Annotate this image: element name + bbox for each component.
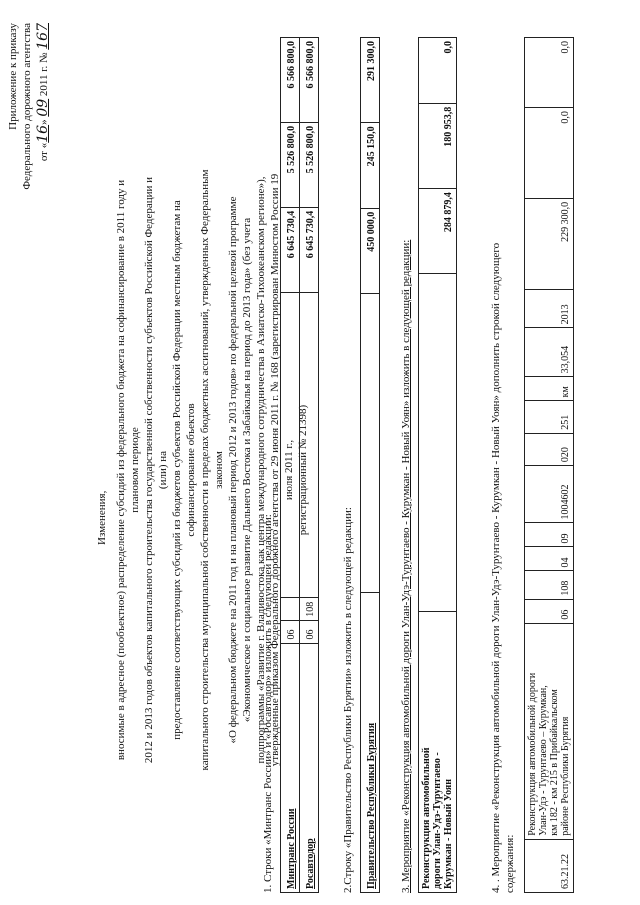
value-2012: 5 526 800,0 [300,122,319,207]
name-line: Реконструкция автомобильной дороги [527,672,538,836]
name-line: Курумкан - Новый Уоян [443,778,454,889]
value-2013: 0,0 [525,38,574,108]
intro-line: подпрограммы «Развитие г. Владивостока как центра международного сотрудничества в Азиатско-Тихоокеанском регионе»), [255,176,267,764]
value-2012: 0,0 [525,108,574,199]
cell-code: 06 [300,620,319,643]
name-line: км 182 - км 215 в Прибайкальском [549,689,560,836]
cell-length: 33,054 [525,328,574,377]
value-2011: 6 645 730,4 [300,207,319,292]
date-day-handwritten: 16 [35,124,51,143]
approval-line-1: Приложение к приказу [7,23,19,130]
table-row [281,38,300,893]
cell-unit: км [525,377,574,401]
cell-year: 2013 [525,289,574,328]
name-line: Улан-Удэ - Турунтаево – Курумкан, [538,685,549,836]
cell-code [281,597,300,620]
cell-code: 1004602 [525,466,574,523]
cell-code: 108 [300,597,319,620]
value-2013: 0,0 [419,38,457,104]
table-row [419,38,457,893]
row-name: Правительство Республики Бурятия [361,592,380,892]
value-2011: 450 000,0 [361,208,380,293]
document-title: Изменения, [96,490,108,545]
cell-code: 020 [525,433,574,465]
cell-code: 06 [525,599,574,623]
empty-cell [300,292,319,597]
date-quote: » [38,119,50,125]
table-row [361,38,380,893]
cell-code: 251 [525,401,574,433]
cell-code: 108 [525,571,574,599]
row-name [525,623,574,839]
row-name [419,611,457,892]
intro-line: вносимые в адресное (пообъектное) распределение субсидий из федерального бюджета на софинансирование в 2011 году и плановом периоде [115,179,141,761]
value-2012: 5 526 800,0 [281,122,300,207]
intro-line: капитального строительства муниципальной собственности в пределах бюджетных ассигнований, утвержденных Федеральным законом [199,169,225,771]
row-name: Минтранс России [281,643,300,892]
empty-cell [281,292,300,597]
value-2011: 229 300,0 [525,198,574,289]
intro-line: «О федеральном бюджете на 2011 год и на плановый период 2012 и 2013 годов» по федеральной целевой программе [227,196,239,744]
intro-line: 2012 и 2013 годов объектов капитального строительства государственной собственности субъектов Российской Федерации и (или) на [143,176,169,764]
cell-code: 09 [525,523,574,547]
approval-date-line [36,23,51,243]
table-government-row [360,37,380,893]
intro-line: утвержденные приказом Федерального дорожного агентства от 29 июня 2011 г. № 168 (зарегистрирован Минюстом России 19 июля 2011 г., [269,173,295,767]
intro-line: регистрационный № 21398) [297,404,309,536]
value-2011: 284 879,4 [419,189,457,274]
cell-code: 06 [281,620,300,643]
section-4-heading: 4. . Мероприятие «Реконструкция автомобильной дороги Улан-Удэ-Турунтаево - Курумкан - Новый Уоян» дополнить строкой следующего [490,242,502,893]
table-new-row [524,37,574,893]
value-2012: 180 953,8 [419,103,457,188]
value-2013: 6 566 800,0 [281,38,300,123]
name-line: Реконструкция автомобильной [421,747,432,889]
section-3-heading: 3. Мероприятие «Реконструкция автомобильной дороги Улан-Удэ-Турунтаево - Курумкан - Новый Уоян» изложить в следующей редакции: [400,239,412,893]
table-measure-row [418,37,457,893]
empty-cell [419,274,457,611]
row-name: Росавтодор [300,643,319,892]
value-2013: 6 566 800,0 [300,38,319,123]
order-number-handwritten: 167 [35,23,51,50]
value-2013: 291 300,0 [361,38,380,123]
date-month-handwritten: 09 [35,98,51,117]
section-4-heading-cont: содержания: [504,834,516,893]
object-code: 63.21.22 [525,839,574,892]
cell-code: 04 [525,547,574,571]
date-prefix: от « [38,142,50,162]
approval-line-2: Федерального дорожного агентства [21,23,33,190]
empty-cell [361,294,380,592]
name-line: дороги Улан-Удэ-Турунтаево - [432,752,443,889]
table-row [300,38,319,893]
value-2011: 6 645 730,4 [281,207,300,292]
table-row [525,38,574,893]
table-ministry-rows [280,37,319,893]
section-2-heading: 2.Строку «Правительство Республики Бурятии» изложить в следующей редакции: [342,507,354,893]
name-line: районе Республики Бурятия [560,716,571,836]
section-1-heading: 1. Строки «Минтранс России» и «Росавтодор» изложить в следующей редакции: [262,514,274,893]
intro-line: «Экономическое и социальное развитие Дальнего Востока и Забайкалья на период до 2013 года» (без учета [241,217,253,723]
intro-line: предоставление соответствующих субсидий из бюджетов субъектов Российской Федерации местным бюджетам на софинансирование объектов [171,200,197,740]
approval-block [6,23,51,243]
value-2012: 245 150,0 [361,123,380,208]
date-year: 2011 г. № [38,52,50,97]
